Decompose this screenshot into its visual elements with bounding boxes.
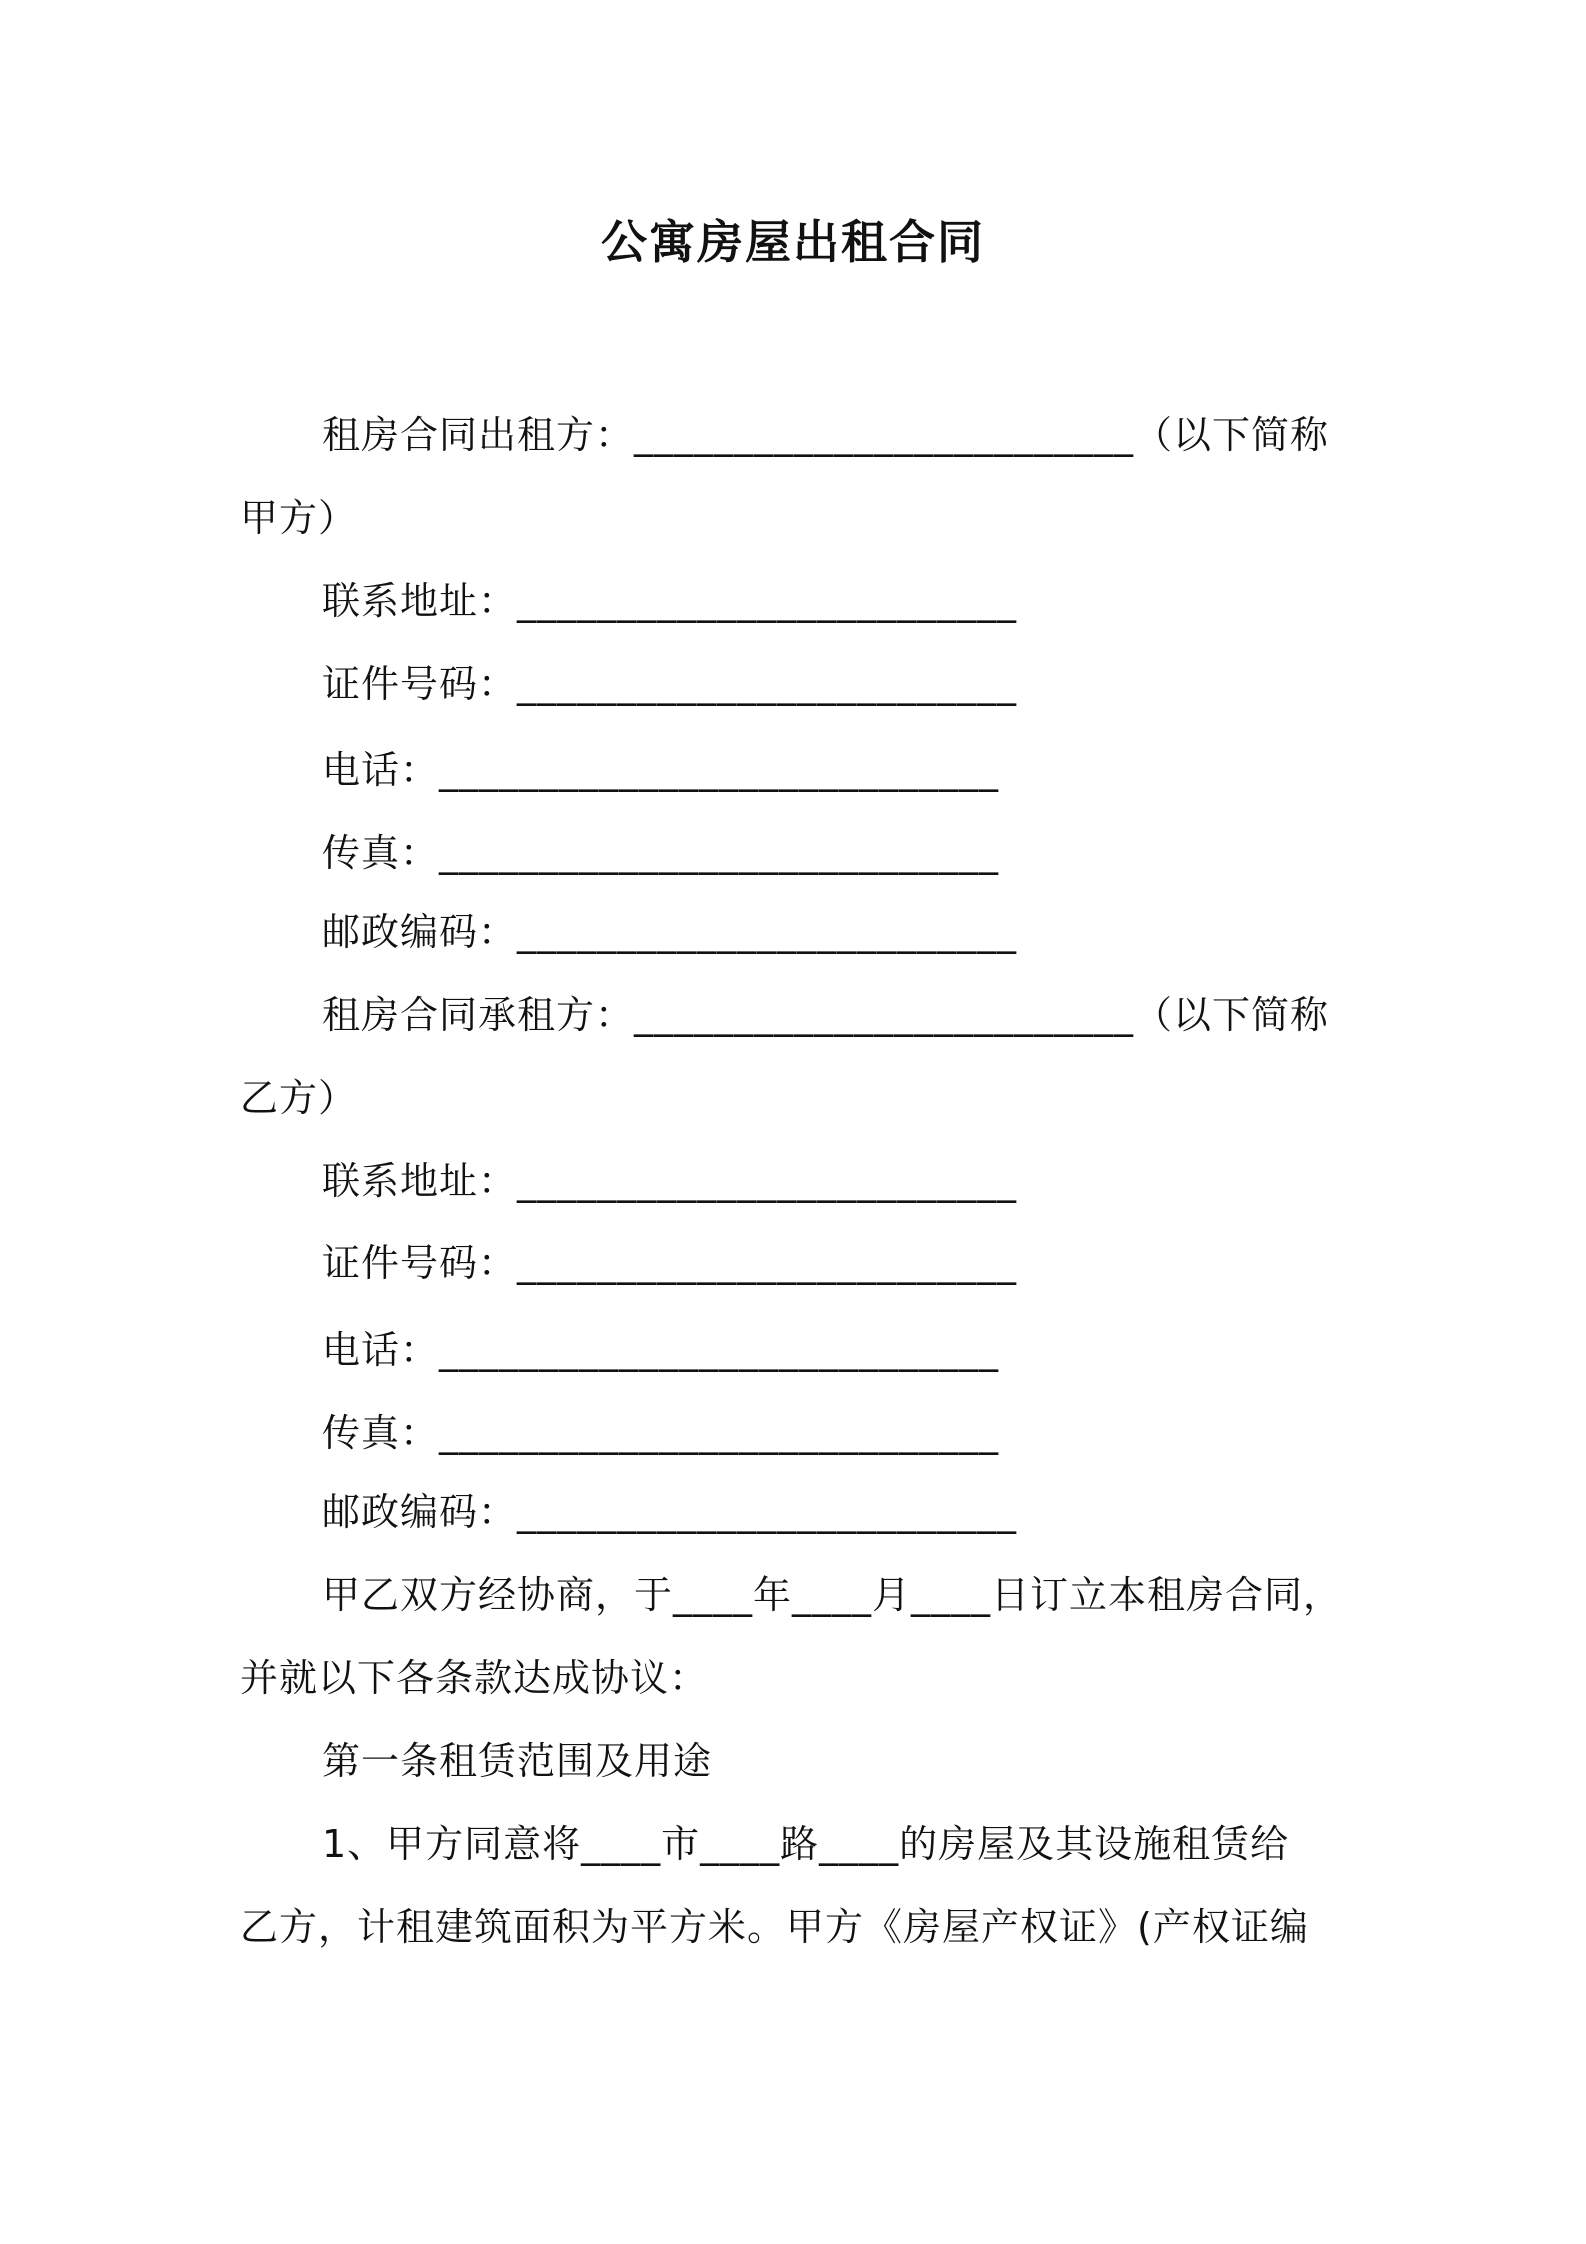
lessor-address-line: 联系地址：_________________________ <box>322 579 1018 623</box>
article-one-heading: 第一条租赁范围及用途 <box>322 1739 713 1783</box>
lessee-id-line: 证件号码：_________________________ <box>322 1241 1018 1285</box>
agreement-paragraph-line-1: 甲乙双方经协商，于____年____月____日订立本租房合同， <box>322 1573 1343 1617</box>
lessor-phone-line: 电话：____________________________ <box>322 748 1000 792</box>
lessee-fax-line: 传真：____________________________ <box>322 1411 1000 1455</box>
lessee-postcode-line: 邮政编码：_________________________ <box>322 1490 1018 1534</box>
lessee-address-line: 联系地址：_________________________ <box>322 1159 1018 1203</box>
lessee-phone-line: 电话：____________________________ <box>322 1328 1000 1372</box>
agreement-paragraph-line-2: 并就以下各条款达成协议： <box>240 1656 709 1700</box>
lessee-name-line: 租房合同承租方：_________________________（以下简称 <box>322 993 1330 1037</box>
lessee-alias-line: 乙方） <box>240 1076 358 1120</box>
lessor-name-line: 租房合同出租方：_________________________（以下简称 <box>322 413 1330 457</box>
lessor-id-line: 证件号码：_________________________ <box>322 662 1018 706</box>
clause-one-line-2: 乙方，计租建筑面积为平方米。甲方《房屋产权证》(产权证编 <box>240 1905 1309 1949</box>
lessor-postcode-line: 邮政编码：_________________________ <box>322 910 1018 954</box>
lessor-alias-line: 甲方） <box>240 496 358 540</box>
lessor-fax-line: 传真：____________________________ <box>322 831 1000 875</box>
clause-one-line-1: 1、甲方同意将____市____路____的房屋及其设施租赁给 <box>322 1822 1290 1866</box>
document-title: 公寓房屋出租合同 <box>601 215 985 269</box>
